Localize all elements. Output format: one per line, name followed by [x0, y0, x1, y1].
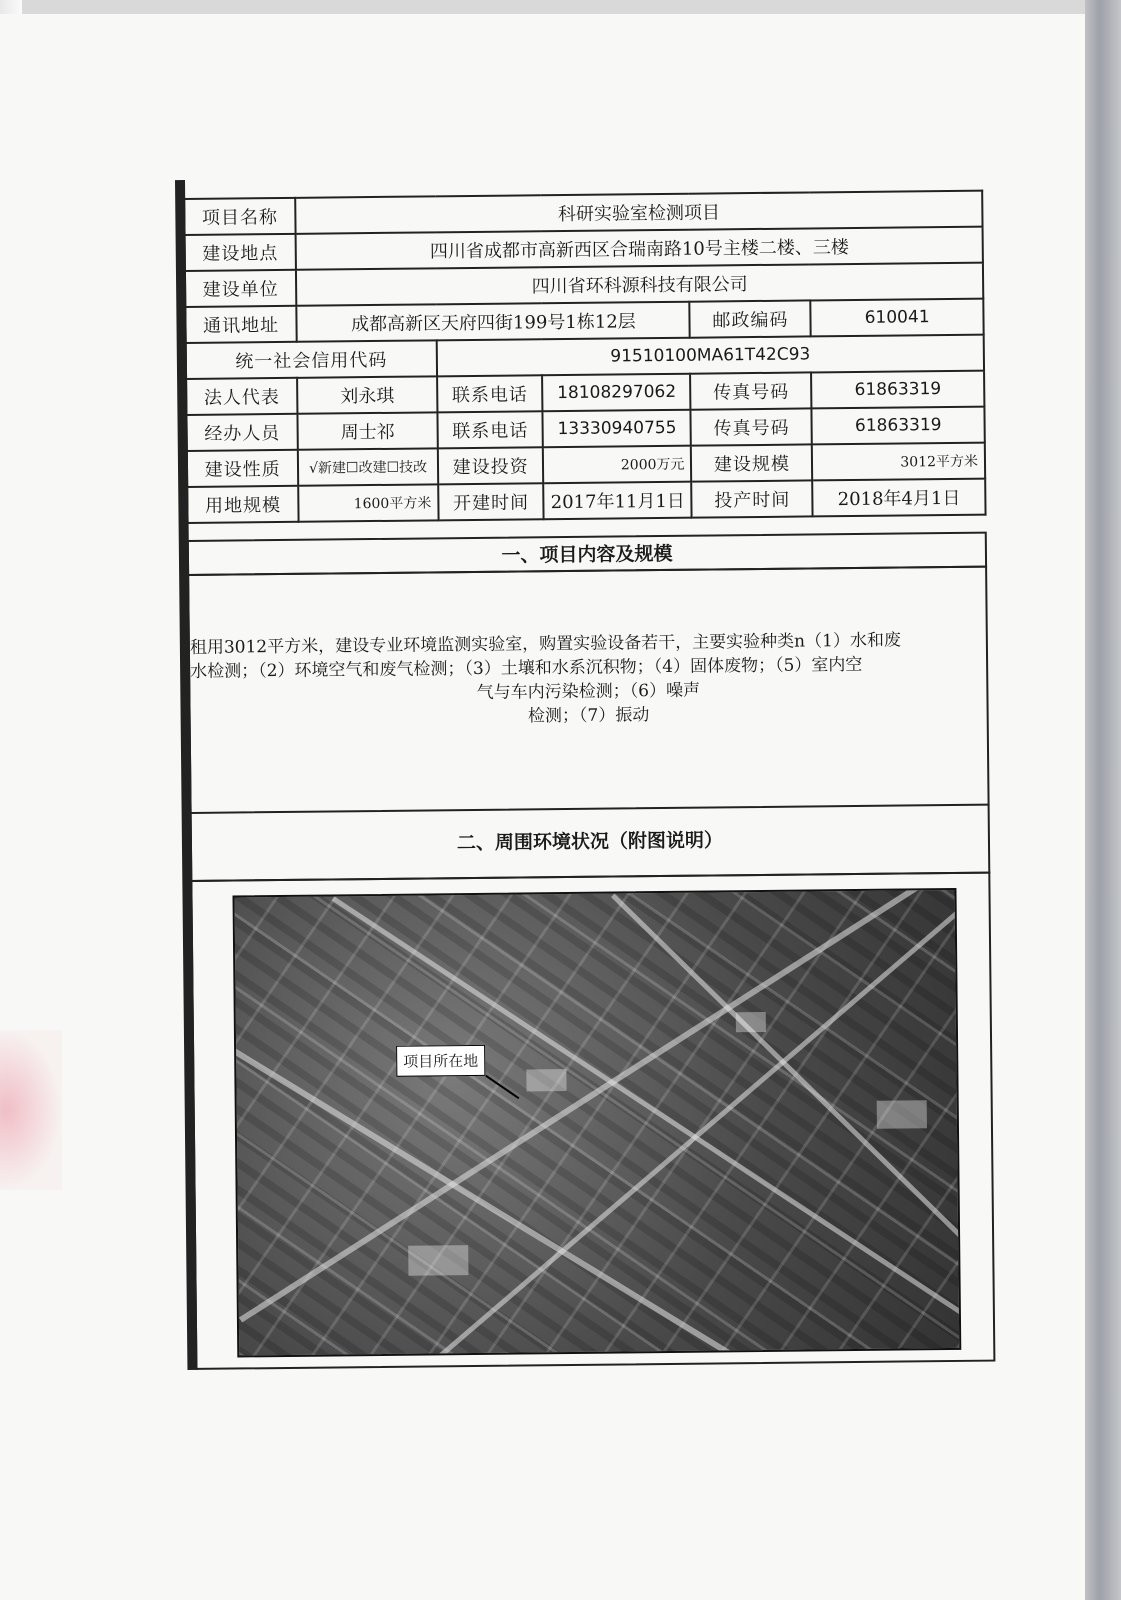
postcode-label: 邮政编码: [690, 300, 811, 337]
agent-phone-value: 13330940755: [543, 410, 692, 448]
section1-title: 一、项目内容及规模: [187, 532, 987, 576]
land-value: 1600平方米: [298, 484, 438, 521]
operate-label: 投产时间: [692, 480, 813, 517]
section1-content: [187, 566, 989, 814]
credit-label: 统一社会信用代码: [186, 340, 437, 379]
location-label: 建设地点: [185, 234, 297, 271]
red-seal-stamp: [0, 1030, 62, 1190]
investment-value: 2000万元: [543, 446, 692, 484]
project-name-value: 科研实验室检测项目: [295, 191, 982, 234]
fax-label: 传真号码: [691, 408, 812, 445]
scanner-edge: [1085, 0, 1121, 1600]
section2-title: 二、周围环境状况（附图说明）: [190, 804, 991, 882]
project-name-label: 项目名称: [184, 198, 296, 235]
legal-name-value: 刘永琪: [297, 376, 437, 413]
credit-code-value: 91510100MA61T42C93: [437, 335, 984, 377]
map-road: [332, 896, 962, 1357]
agent-label: 经办人员: [186, 414, 298, 451]
project-location-label: 项目所在地: [396, 1045, 485, 1077]
scale-label: 建设规模: [691, 444, 812, 481]
start-label: 开建时间: [438, 483, 544, 520]
address-value: 成都高新区天府四街199号1栋12层: [297, 302, 691, 342]
legal-fax-value: 61863319: [811, 371, 984, 409]
phone-label: 联系电话: [437, 375, 543, 412]
content-line: 气与车内污染检测；（6）噪声: [476, 680, 701, 703]
content-line: 租用3012平方米，建设专业环境监测实验室，购置实验设备若干，主要实验种类n（1）水和废: [189, 630, 901, 658]
location-value: 四川省成都市高新西区合瑞南路10号主楼二楼、三楼: [296, 227, 983, 270]
unit-value: 四川省环科源科技有限公司: [296, 263, 983, 306]
operate-value: 2018年4月1日: [812, 479, 985, 517]
scale-value: 3012平方米: [812, 443, 985, 481]
fax-label: 传真号码: [691, 372, 812, 409]
info-table: [183, 190, 986, 524]
satellite-map: [232, 888, 961, 1358]
agent-name-value: 周士祁: [298, 412, 438, 449]
phone-label: 联系电话: [437, 411, 543, 448]
map-pointer: [485, 1075, 519, 1099]
map-frame: [190, 872, 995, 1370]
agent-fax-value: 61863319: [812, 407, 985, 445]
legal-label: 法人代表: [186, 378, 298, 415]
map-building: [736, 1012, 766, 1032]
content-line: 水检测；（2）环境空气和废气检测；（3）土壤和水系沉积物；（4）固体废物；（5）室内空: [190, 654, 863, 682]
map-road: [239, 888, 961, 1323]
table-row: [187, 479, 985, 523]
investment-label: 建设投资: [438, 447, 544, 484]
project-info-form: [183, 172, 995, 1370]
start-value: 2017年11月1日: [544, 482, 693, 520]
address-label: 通讯地址: [185, 306, 297, 343]
content-line: 检测；（7）振动: [527, 705, 650, 727]
map-building: [877, 1100, 927, 1129]
land-label: 用地规模: [187, 486, 299, 523]
map-building: [408, 1245, 468, 1276]
nature-label: 建设性质: [187, 450, 299, 487]
nature-checkboxes: √新建☐改建☐技改: [298, 448, 438, 485]
unit-label: 建设单位: [185, 270, 297, 307]
legal-phone-value: 18108297062: [542, 374, 691, 412]
postcode-value: 610041: [811, 299, 984, 337]
map-building: [526, 1069, 566, 1091]
